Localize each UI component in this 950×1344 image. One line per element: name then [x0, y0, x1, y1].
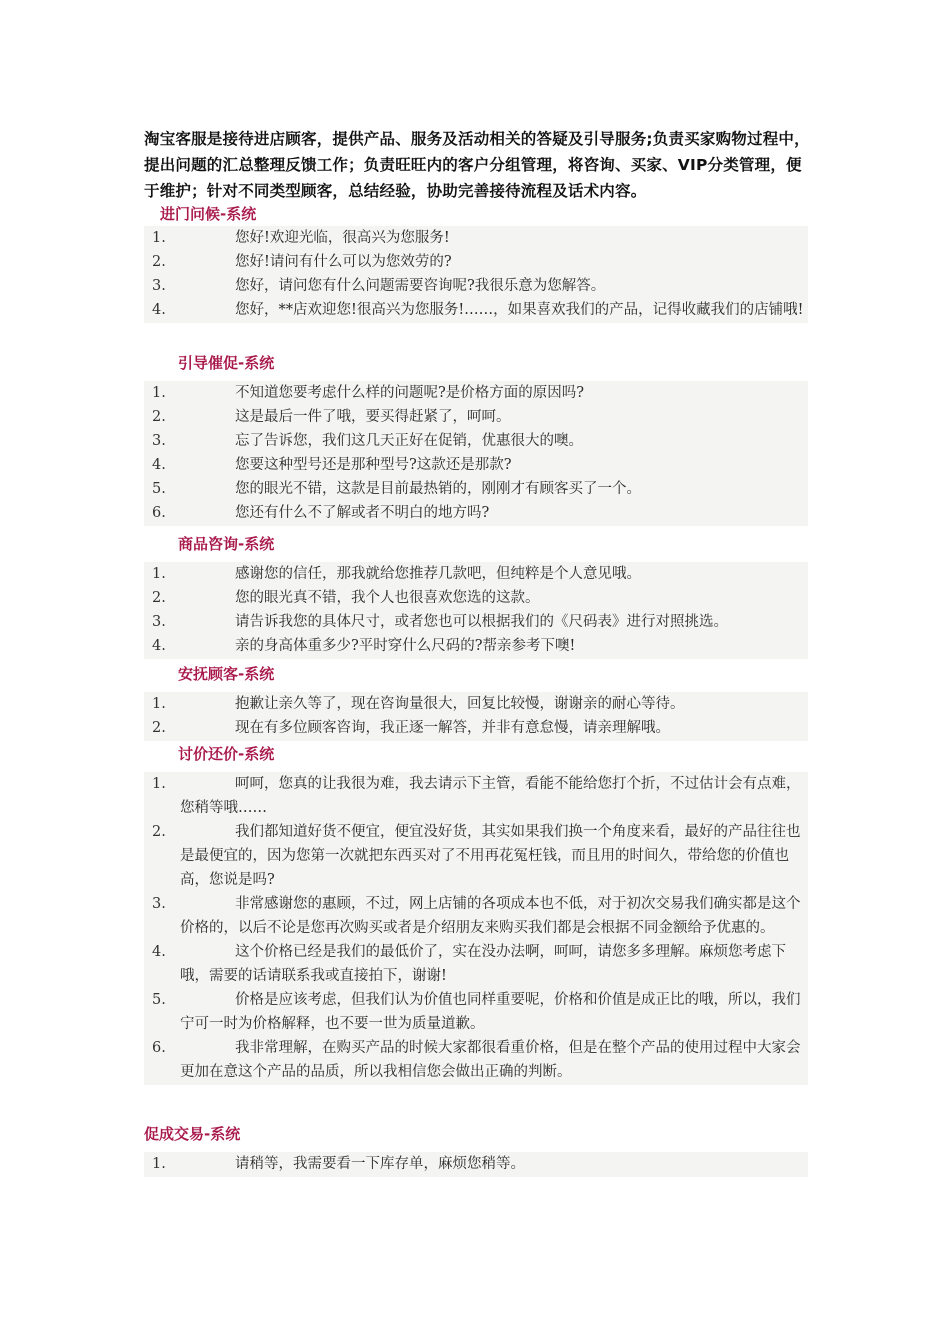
list-item-text: 不知道您要考虑什么样的问题呢?是价格方面的原因吗?	[235, 385, 585, 401]
section	[144, 742, 808, 1085]
list-item	[144, 501, 808, 526]
list-item-number: 4.	[152, 638, 166, 654]
section-heading: 商品咨询-系统	[178, 535, 275, 553]
list-item	[144, 716, 808, 741]
numbered-list	[144, 772, 808, 1085]
numbered-list	[144, 381, 808, 526]
numbered-list	[144, 226, 808, 323]
list-item-text: 价格是应该考虑，但我们认为价值也同样重要呢，价格和价值是成正比的哦，所以，我们宁可一时为价格解释，也不要一世为质量道歉。	[180, 992, 801, 1032]
list-item-text: 我们都知道好货不便宜，便宜没好货，其实如果我们换一个角度来看，最好的产品往往也是最便宜的，因为您第一次就把东西买对了不用再花冤枉钱，而且用的时间久，带给您的价值也高，您说是吗?	[180, 824, 801, 888]
numbered-list	[144, 1152, 808, 1177]
section	[144, 202, 808, 323]
list-item	[144, 820, 808, 892]
section-heading: 进门问候-系统	[160, 205, 257, 223]
list-item	[144, 226, 808, 250]
list-item-number: 2.	[152, 720, 166, 736]
list-item-number: 5.	[152, 481, 166, 497]
list-item	[144, 772, 808, 820]
list-item-number: 6.	[152, 1040, 166, 1056]
list-item	[144, 988, 808, 1036]
list-item-number: 4.	[152, 944, 166, 960]
list-item-number: 6.	[152, 505, 166, 521]
list-item-number: 1.	[152, 385, 166, 401]
list-item-text: 感谢您的信任，那我就给您推荐几款吧，但纯粹是个人意见哦。	[235, 566, 641, 582]
list-item-text: 呵呵，您真的让我很为难，我去请示下主管，看能不能给您打个折，不过估计会有点难，您稍等哦……	[180, 776, 801, 816]
list-item	[144, 274, 808, 298]
list-item-text: 您还有什么不了解或者不明白的地方吗?	[235, 505, 490, 521]
list-item	[144, 453, 808, 477]
section-heading: 促成交易-系统	[144, 1125, 241, 1143]
list-item-number: 2.	[152, 824, 166, 840]
list-item	[144, 477, 808, 501]
list-item-text: 您好，请问您有什么问题需要咨询呢?我很乐意为您解答。	[235, 278, 606, 294]
list-item-text: 我非常理解，在购买产品的时候大家都很看重价格，但是在整个产品的使用过程中大家会更加在意这个产品的品质，所以我相信您会做出正确的判断。	[180, 1040, 801, 1080]
list-item-text: 您好!请问有什么可以为您效劳的?	[235, 254, 452, 270]
list-item-text: 抱歉让亲久等了，现在咨询量很大，回复比较慢，谢谢亲的耐心等待。	[235, 696, 685, 712]
list-item-text: 请告诉我您的具体尺寸，或者您也可以根据我们的《尺码表》进行对照挑选。	[235, 614, 728, 630]
list-item-text: 您的眼光不错，这款是目前最热销的，刚刚才有顾客买了一个。	[235, 481, 641, 497]
intro-paragraph: 淘宝客服是接待进店顾客，提供产品、服务及活动相关的答疑及引导服务;负责买家购物过程中，提出问题的汇总整理反馈工作；负责旺旺内的客户分组管理，将咨询、买家、VIP分类管理，便于维护；针对不同类型顾客，总结经验，协助完善接待流程及话术内容。	[144, 130, 810, 200]
list-item	[144, 634, 808, 659]
section	[144, 1122, 808, 1177]
list-item-text: 您的眼光真不错，我个人也很喜欢您选的这款。	[235, 590, 540, 606]
list-item-number: 2.	[152, 590, 166, 606]
list-item	[144, 692, 808, 716]
list-item-number: 5.	[152, 992, 166, 1008]
list-item	[144, 1152, 808, 1177]
list-item-text: 您好，**店欢迎您!很高兴为您服务!……，如果喜欢我们的产品，记得收藏我们的店铺哦!	[235, 302, 804, 318]
list-item	[144, 429, 808, 453]
list-item-number: 1.	[152, 566, 166, 582]
list-item-number: 1.	[152, 230, 166, 246]
list-item-text: 现在有多位顾客咨询，我正逐一解答，并非有意怠慢，请亲理解哦。	[235, 720, 670, 736]
list-item-text: 非常感谢您的惠顾，不过，网上店铺的各项成本也不低，对于初次交易我们确实都是这个价格的，以后不论是您再次购买或者是介绍朋友来购买我们都是会根据不同金额给予优惠的。	[180, 896, 801, 936]
list-item-text: 您要这种型号还是那种型号?这款还是那款?	[235, 457, 512, 473]
section	[144, 532, 808, 659]
list-item	[144, 892, 808, 940]
list-item-text: 您好!欢迎光临，很高兴为您服务!	[235, 230, 450, 246]
list-item	[144, 940, 808, 988]
list-item-number: 4.	[152, 457, 166, 473]
list-item-number: 3.	[152, 433, 166, 449]
list-item-number: 3.	[152, 278, 166, 294]
list-item	[144, 381, 808, 405]
section-heading: 安抚顾客-系统	[178, 665, 275, 683]
list-item	[144, 1036, 808, 1085]
list-item-number: 1.	[152, 1156, 166, 1172]
section-heading: 讨价还价-系统	[178, 745, 275, 763]
list-item	[144, 562, 808, 586]
section	[144, 351, 808, 526]
numbered-list	[144, 562, 808, 659]
section-heading: 引导催促-系统	[178, 354, 275, 372]
list-item-number: 1.	[152, 776, 166, 792]
list-item-number: 2.	[152, 409, 166, 425]
list-item	[144, 298, 808, 323]
list-item-text: 这是最后一件了哦，要买得赶紧了，呵呵。	[235, 409, 511, 425]
numbered-list	[144, 692, 808, 741]
list-item-text: 亲的身高体重多少?平时穿什么尺码的?帮亲参考下噢!	[235, 638, 576, 654]
list-item-number: 2.	[152, 254, 166, 270]
list-item-number: 1.	[152, 696, 166, 712]
list-item	[144, 586, 808, 610]
list-item	[144, 250, 808, 274]
section	[144, 662, 808, 741]
list-item-number: 3.	[152, 896, 166, 912]
list-item-number: 3.	[152, 614, 166, 630]
list-item-text: 这个价格已经是我们的最低价了，实在没办法啊，呵呵，请您多多理解。麻烦您考虑下哦，需要的话请联系我或直接拍下，谢谢!	[180, 944, 786, 984]
list-item-number: 4.	[152, 302, 166, 318]
list-item	[144, 610, 808, 634]
list-item-text: 忘了告诉您，我们这几天正好在促销，优惠很大的噢。	[235, 433, 583, 449]
list-item	[144, 405, 808, 429]
list-item-text: 请稍等，我需要看一下库存单，麻烦您稍等。	[235, 1156, 525, 1172]
